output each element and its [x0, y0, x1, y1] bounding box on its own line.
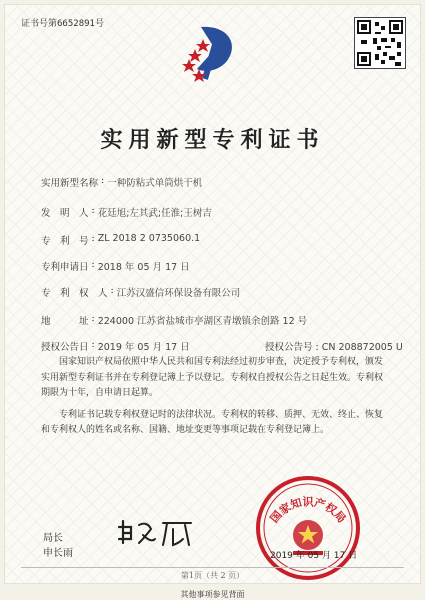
- certificate-body: [41, 355, 391, 445]
- back-note: 其他事项参见背面: [180, 590, 245, 599]
- field-address: 地 址 : 224000 江苏省盐城市亭湖区青墩镇余创路 12 号: [41, 313, 308, 327]
- director-label: 局长: [43, 533, 63, 544]
- field-grant-number: 授权公告号 : CN 208872005 U: [265, 342, 403, 353]
- field-patent-number: 专 利 号 : ZL 2018 2 0735060.1: [41, 233, 201, 247]
- qr-code-icon: [354, 17, 406, 69]
- director-block: [43, 531, 73, 561]
- director-name: 申长雨: [43, 548, 73, 559]
- director-signature-icon: [117, 513, 197, 553]
- seal-date: 2019 年 05 月 17 日: [270, 551, 358, 561]
- field-patentee: 专 利 权 人 : 江苏汉盛信环保设备有限公司: [41, 285, 241, 299]
- footer-divider: [21, 567, 404, 568]
- certificate-number: 证书号第6652891号: [21, 19, 104, 29]
- page-indicator: 第1页（共 2 页）: [180, 571, 245, 580]
- certificate-page: [4, 4, 421, 584]
- body-paragraph: 国家知识产权局依照中华人民共和国专利法经过初步审查，决定授予专利权，颁发实用新型专利证书并在专利登记簿上予以登记。专利权自授权公告之日起生效。专利权期限为十年，自申请日起算。: [41, 357, 384, 398]
- page-title: 实用新型专利证书: [100, 127, 325, 153]
- seal-text: 国家知识产权局: [267, 495, 349, 526]
- body-paragraph: 专利证书记载专利权登记时的法律状况。专利权的转移、质押、无效、终止、恢复和专利权人的姓名或名称、国籍、地址变更等事项记载在专利登记簿上。: [41, 409, 384, 435]
- field-grant-date: 授权公告日 : 2019 年 05 月 17 日: [41, 339, 190, 353]
- field-inventors: 发 明 人 : 花廷旭;左其武;任淮;王树吉: [41, 205, 212, 219]
- field-application-date: 专利申请日 : 2018 年 05 月 17 日: [41, 259, 190, 273]
- field-utility-name: 实用新型名称 : 一种防粘式单筒烘干机: [41, 175, 203, 189]
- cnipa-logo-icon: [175, 19, 245, 89]
